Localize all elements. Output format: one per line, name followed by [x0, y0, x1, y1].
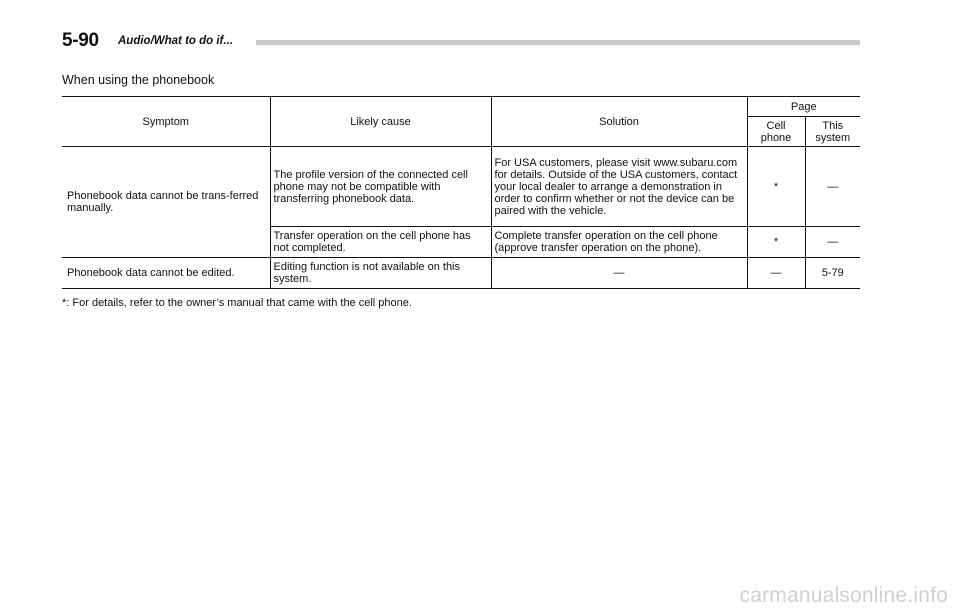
page-header — [62, 30, 860, 54]
watermark: carmanualsonline.info — [739, 584, 948, 607]
footnote: *: For details, refer to the owner’s manual that came with the cell phone. — [62, 297, 412, 309]
header-symptom: Symptom — [62, 97, 270, 147]
page-number: 5-90 — [62, 30, 99, 51]
solution-cell: Complete transfer operation on the cell phone (approve transfer operation on the phone). — [491, 227, 747, 258]
solution-cell: — — [491, 258, 747, 289]
symptom-cell: Phonebook data cannot be edited. — [62, 258, 270, 289]
system-page-cell: 5-79 — [805, 258, 860, 289]
header-page: Page — [747, 97, 860, 117]
system-page-cell: — — [805, 227, 860, 258]
header-this-system: This system — [805, 117, 860, 147]
cell-phone-page-cell: * — [747, 227, 805, 258]
solution-cell: For USA customers, please visit www.subaru.com for details. Outside of the USA customers, contact your local dealer to arrange a demonstration in order to confirm whether or not the device can be paired with the vehicle. — [491, 147, 747, 227]
likely-cause-cell: The profile version of the connected cell phone may not be compatible with transferring phonebook data. — [270, 147, 491, 227]
likely-cause-cell: Transfer operation on the cell phone has not completed. — [270, 227, 491, 258]
header-rule — [256, 40, 860, 45]
section-header-title: Audio/What to do if... — [118, 35, 233, 47]
header-cell-phone: Cell phone — [747, 117, 805, 147]
table-row — [62, 258, 860, 289]
header-likely-cause: Likely cause — [270, 97, 491, 147]
likely-cause-cell: Editing function is not available on this system. — [270, 258, 491, 289]
header-solution: Solution — [491, 97, 747, 147]
section-title: When using the phonebook — [62, 73, 215, 87]
table-row — [62, 147, 860, 227]
cell-phone-page-cell: * — [747, 147, 805, 227]
cell-phone-page-cell: — — [747, 258, 805, 289]
troubleshooting-table — [62, 96, 860, 289]
system-page-cell: — — [805, 147, 860, 227]
symptom-cell: Phonebook data cannot be trans-ferred manually. — [62, 147, 270, 258]
